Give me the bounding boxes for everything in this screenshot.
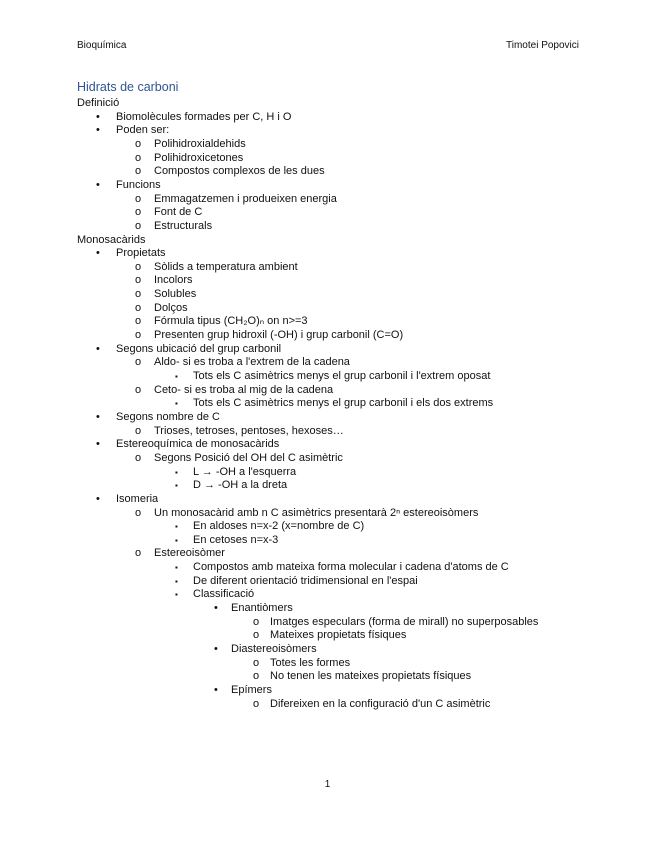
bullet-marker: • (96, 247, 100, 260)
bullet-marker: o (135, 424, 142, 437)
outline-text: Trioses, tetroses, pentoses, hexoses… (154, 424, 344, 437)
bullet-marker: o (135, 288, 142, 301)
outline-text: Font de C (154, 206, 203, 219)
bullet-marker: ▪ (175, 590, 178, 600)
outline-text: Biomolècules formades per C, H i O (116, 110, 292, 123)
bullet-marker: o (135, 383, 142, 396)
bullet-marker: • (96, 438, 100, 451)
outline-text: Monosacàrids (77, 233, 146, 246)
outline-text: Fórmula tipus (CH₂O)ₙ on n>=3 (154, 315, 308, 328)
bullet-marker: ▪ (175, 522, 178, 532)
outline-text: Aldo- si es troba a l'extrem de la cadena (154, 356, 350, 369)
outline-text: Estructurals (154, 219, 213, 232)
outline-line (175, 574, 418, 588)
outline-text: Epímers (231, 683, 272, 696)
bullet-marker: o (135, 206, 142, 219)
bullet-marker: • (96, 110, 100, 123)
outline-line (135, 165, 325, 178)
bullet-marker: • (96, 342, 100, 355)
outline-text: Ceto- si es troba al mig de la cadena (154, 383, 334, 396)
outline-text: Tots els C asimètrics menys el grup carbonil i els dos extrems (193, 397, 494, 410)
outline-text: Propietats (116, 247, 166, 260)
outline-line (135, 192, 337, 206)
outline-text: Definició (77, 97, 120, 109)
bullet-marker: o (253, 629, 260, 642)
outline-line (96, 124, 170, 137)
bullet-marker: ▪ (175, 467, 178, 477)
outline-line (214, 643, 317, 656)
bullet-marker: ▪ (175, 535, 178, 545)
bullet-marker: • (96, 124, 100, 137)
outline-line (135, 137, 246, 151)
bullet-marker: o (135, 506, 142, 519)
outline-text: Estereoquímica de monosacàrids (116, 438, 280, 451)
outline-line (135, 206, 203, 219)
outline-text: Enantiòmers (231, 602, 293, 615)
outline-line (96, 247, 166, 260)
outline-line (135, 315, 308, 328)
bullet-marker: • (214, 602, 218, 615)
outline-text: Compostos complexos de les dues (154, 165, 325, 178)
bullet-marker: • (214, 683, 218, 696)
bullet-marker: • (96, 410, 100, 423)
outline-line (135, 329, 404, 342)
outline-line (175, 465, 297, 479)
bullet-marker: o (135, 219, 142, 232)
outline-text: No tenen les mateixes propietats físiques (270, 670, 472, 683)
bullet-marker: o (135, 356, 142, 369)
bullet-marker: o (135, 301, 142, 314)
outline-line (135, 151, 244, 165)
outline-line (253, 656, 351, 670)
outline-line (175, 397, 494, 410)
outline-line (175, 370, 491, 383)
outline-line (135, 506, 479, 520)
outline-line (96, 110, 292, 124)
bullet-marker: o (135, 165, 142, 178)
outline-line (135, 356, 350, 369)
outline-text: Totes les formes (270, 656, 351, 669)
outline-text: Classificació (193, 588, 255, 601)
outline-line (214, 683, 272, 697)
outline-line (77, 234, 145, 247)
outline-line (135, 260, 298, 274)
bullet-marker: o (253, 656, 260, 669)
outline-line (253, 629, 407, 642)
outline-text: Presenten grup hidroxil (-OH) i grup carbonil (C=O) (154, 329, 404, 342)
outline-text: Sòlids a temperatura ambient (154, 260, 298, 273)
bullet-marker: o (135, 315, 142, 328)
outline-line (135, 547, 225, 560)
bullet-marker: ▪ (175, 481, 178, 491)
outline-text: Compostos amb mateixa forma molecular i cadena d'atoms de C (193, 561, 509, 574)
outline-text: Difereixen en la configuració d'un C asimètric (270, 697, 491, 710)
bullet-marker: ▪ (175, 563, 178, 573)
outline-line (96, 438, 280, 451)
outline-text: L → -OH a l'esquerra (193, 465, 297, 478)
outline-line (253, 670, 472, 683)
bullet-marker: • (214, 643, 218, 655)
bullet-marker: o (135, 547, 142, 560)
outline-text: Estereoisòmer (154, 547, 225, 560)
outline-text: Segons nombre de C (116, 410, 220, 423)
bullet-marker: o (135, 151, 142, 164)
bullet-marker: • (96, 492, 100, 505)
outline-line (175, 561, 509, 574)
outline-text: Funcions (116, 178, 161, 191)
outline-text: Dolços (154, 301, 188, 314)
bullet-marker: ▪ (175, 399, 178, 409)
outline-text: Mateixes propietats físiques (270, 629, 407, 642)
outline-line (96, 410, 220, 424)
outline-text: Polihidroxialdehids (154, 137, 246, 150)
outline-line (77, 97, 119, 110)
outline-text: D → -OH a la dreta (193, 479, 288, 492)
outline-text: Imatges especulars (forma de mirall) no superposables (270, 615, 539, 628)
bullet-marker: o (135, 329, 142, 342)
outline-text: Emmagatzemen i produeixen energia (154, 192, 337, 205)
outline-text: Solubles (154, 288, 197, 301)
bullet-marker: • (96, 178, 100, 191)
outline-text: En aldoses n=x-2 (x=nombre de C) (193, 520, 365, 533)
outline-line (135, 288, 197, 301)
bullet-marker: ▪ (175, 576, 178, 586)
outline-text: Tots els C asimètrics menys el grup carbonil i l'extrem oposat (193, 370, 491, 382)
header-right: Timotei Popovici (506, 40, 579, 51)
outline-text: Isomeria (116, 492, 159, 505)
outline-line (253, 615, 539, 629)
section-title: Hidrats de carboni (77, 80, 179, 94)
outline-line (96, 342, 282, 356)
outline-line (135, 301, 188, 315)
bullet-marker: o (135, 274, 142, 287)
outline-text: Incolors (154, 274, 193, 287)
outline-line (175, 588, 255, 601)
outline-line (175, 533, 279, 547)
bullet-marker: o (135, 192, 142, 205)
outline-line (96, 492, 159, 506)
outline-line (175, 479, 288, 492)
outline-line (135, 383, 334, 397)
bullet-marker: ▪ (175, 372, 178, 381)
outline-line (214, 602, 293, 615)
outline-text: Polihidroxicetones (154, 151, 244, 164)
header-left: Bioquímica (77, 40, 127, 51)
bullet-marker: o (135, 137, 142, 150)
outline-text: Diastereoisòmers (231, 643, 317, 655)
outline-text: De diferent orientació tridimensional en l'espai (193, 574, 418, 587)
bullet-marker: o (135, 451, 142, 464)
outline-line (135, 274, 193, 287)
outline-text: Segons Posició del OH del C asimètric (154, 451, 343, 464)
outline-line (135, 219, 213, 233)
outline-line (253, 697, 491, 711)
page-number: 1 (324, 779, 331, 790)
outline-line (96, 178, 161, 192)
outline-text: En cetoses n=x-3 (193, 533, 279, 546)
bullet-marker: o (253, 615, 260, 628)
outline-text: Un monosacàrid amb n C asimètrics presentarà 2ⁿ estereoisòmers (154, 506, 479, 519)
outline-line (175, 520, 365, 533)
outline-text: Poden ser: (116, 124, 170, 137)
outline-line (135, 424, 344, 438)
bullet-marker: o (253, 697, 260, 710)
outline-text: Segons ubicació del grup carbonil (116, 342, 282, 355)
bullet-marker: o (135, 260, 142, 273)
outline-line (135, 451, 343, 465)
bullet-marker: o (253, 670, 260, 683)
